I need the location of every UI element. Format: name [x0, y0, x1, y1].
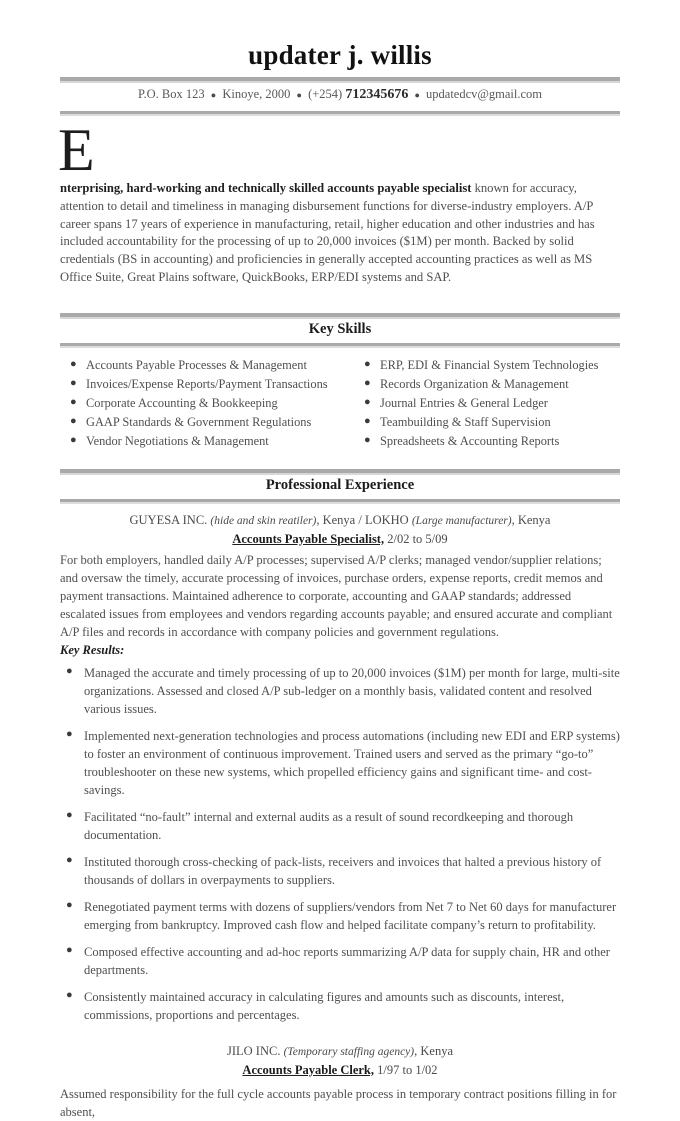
- contact-email[interactable]: updatedcv@gmail.com: [426, 87, 543, 102]
- skill-label: Invoices/Expense Reports/Payment Transactions: [86, 377, 328, 392]
- list-item: [60, 356, 340, 375]
- contact-separator-icon: ●: [414, 89, 420, 100]
- key-skills-section-header: [60, 313, 620, 346]
- bullet-icon: ●: [66, 664, 73, 677]
- job-title-line: [60, 530, 620, 548]
- key-skills-heading: Key Skills: [308, 321, 372, 338]
- key-result-text: Consistently maintained accuracy in calculating figures and amounts such as discounts, interest, commissions, proportions and percentages.: [84, 989, 565, 1022]
- job-title-line: [60, 1061, 620, 1079]
- key-results-label: Key Results:: [60, 642, 125, 657]
- summary-paragraph: [60, 180, 620, 287]
- job-company-location-2: , Kenya: [511, 513, 551, 528]
- key-skills-left-column: [60, 356, 340, 450]
- list-item: [60, 898, 620, 934]
- list-item: [60, 413, 340, 432]
- key-result-text: Renegotiated payment terms with dozens of suppliers/vendors from Net 7 to Net 60 days for manufacturer emerging from bankruptcy. Improved cash flow and helped facilitate company’s return to profitability.: [84, 899, 617, 932]
- list-item: [60, 988, 620, 1024]
- list-item: [60, 432, 340, 451]
- job-title: Accounts Payable Specialist,: [232, 531, 385, 546]
- resume-header: [60, 0, 620, 114]
- list-item: [354, 394, 620, 413]
- job-company-location: , Kenya: [414, 1043, 453, 1058]
- key-result-text: Facilitated “no-fault” internal and external audits as a result of sound recordkeeping and thorough documentation.: [84, 809, 574, 842]
- bullet-icon: ●: [70, 433, 77, 446]
- experience-section-header: [60, 469, 620, 502]
- contact-separator-icon: ●: [210, 89, 217, 100]
- key-results-list: [60, 659, 620, 1024]
- summary-section: [60, 114, 620, 287]
- job-company-name: JILO INC.: [226, 1043, 281, 1058]
- job-company-location: , Kenya /: [316, 513, 365, 528]
- job-dates: 1/97 to 1/02: [374, 1062, 438, 1077]
- bullet-icon: ●: [66, 898, 73, 911]
- key-skills-list: [60, 346, 620, 450]
- list-item: [60, 394, 340, 413]
- skill-label: Journal Entries & General Ledger: [380, 396, 548, 411]
- list-item: [60, 853, 620, 889]
- bullet-icon: ●: [66, 727, 73, 740]
- key-skills-right-column: [340, 356, 620, 450]
- list-item: [60, 375, 340, 394]
- contact-line: [60, 81, 620, 111]
- list-item: [60, 943, 620, 979]
- list-item: [60, 808, 620, 844]
- candidate-name: updater j. willis: [248, 40, 432, 70]
- experience-entry: [60, 502, 620, 1024]
- contact-phone: 712345676: [345, 87, 409, 103]
- bullet-icon: ●: [70, 377, 77, 390]
- list-item: [60, 664, 620, 718]
- bullet-icon: ●: [70, 358, 77, 371]
- skill-label: Accounts Payable Processes & Management: [86, 358, 307, 373]
- key-result-text: Composed effective accounting and ad-hoc reports summarizing A/P data for supply chain, HR and other departments.: [84, 944, 610, 977]
- contact-separator-icon: ●: [296, 89, 302, 100]
- contact-phone-prefix: (+254): [308, 87, 343, 102]
- skill-label: Spreadsheets & Accounting Reports: [380, 433, 560, 448]
- bullet-icon: ●: [364, 396, 371, 409]
- experience-heading: Professional Experience: [265, 476, 415, 493]
- list-item: [354, 356, 620, 375]
- job-dates: 2/02 to 5/09: [384, 531, 448, 546]
- skill-label: Teambuilding & Staff Supervision: [380, 415, 551, 430]
- bullet-icon: ●: [66, 988, 73, 1001]
- experience-entry: [60, 1033, 620, 1121]
- bullet-icon: ●: [66, 943, 73, 956]
- skill-label: Vendor Negotiations & Management: [86, 433, 269, 448]
- bullet-icon: ●: [66, 808, 73, 821]
- job-description: For both employers, handled daily A/P processes; supervised A/P clerks; managed vendor/supplier relations; and oversaw the timely, accurate processing of invoices, purchase orders, expense reports, credit memos and payment transactions. Maintained adherence to corporate, accounting and GAAP standards; addressed escalated issues from employees and vendors regarding accounts payable; and ensured accurate and compliant A/P files and records in accordance with company policies and government regulations.: [60, 552, 613, 639]
- job-company-line: [60, 1033, 620, 1061]
- job-company-note: (hide and skin reatiler): [210, 515, 317, 528]
- key-result-text: Implemented next-generation technologies and process automations (including new EDI and ERP systems) to foster an environment of continuous improvement. Trained users and served as the primary “go-to” troubleshooter on these new systems, which propelled efficiency gains and significant time- and cost-savings.: [84, 728, 620, 797]
- bullet-icon: ●: [364, 433, 371, 446]
- list-item: [354, 375, 620, 394]
- job-company-name-2: LOKHO: [364, 513, 409, 528]
- list-item: [354, 413, 620, 432]
- contact-address: P.O. Box 123: [137, 87, 205, 102]
- skill-label: Corporate Accounting & Bookkeeping: [86, 396, 278, 411]
- bullet-icon: ●: [364, 415, 371, 428]
- summary-dropcap: E: [58, 116, 95, 183]
- job-company-note-2: (Large manufacturer): [411, 515, 512, 528]
- job-title: Accounts Payable Clerk,: [242, 1062, 375, 1077]
- list-item: [60, 727, 620, 799]
- summary-lead: nterprising, hard-working and technically skilled accounts payable specialist: [60, 180, 472, 195]
- skill-label: GAAP Standards & Government Regulations: [86, 415, 312, 430]
- list-item: [354, 432, 620, 451]
- bullet-icon: ●: [364, 377, 371, 390]
- bullet-icon: ●: [70, 415, 77, 428]
- bullet-icon: ●: [66, 853, 73, 866]
- summary-body: known for accuracy, attention to detail and timeliness in managing disbursement functions for diverse-industry employers. A/P career spans 17 years of experience in manufacturing, retail, higher education and other industries and has included accountability for the processing of up to 20,000 invoices ($1M) per month. Backed by solid credentials (BS in accounting) and proficiencies in generally accepted accounting practices as well as MS Office Suite, Great Plains software, QuickBooks, ERP/EDI systems and SAP.: [60, 180, 595, 285]
- contact-city: Kinoye, 2000: [222, 87, 291, 102]
- key-result-text: Managed the accurate and timely processing of up to 20,000 invoices ($1M) per month for large, multi-site organizations. Assessed and closed A/P sub-ledger on a monthly basis, validated content and resolved various issues.: [84, 665, 620, 716]
- key-result-text: Instituted thorough cross-checking of pack-lists, receivers and invoices that halted a previous history of thousands of dollars in overpayments to suppliers.: [84, 854, 602, 887]
- skill-label: Records Organization & Management: [380, 377, 569, 392]
- bullet-icon: ●: [70, 396, 77, 409]
- skill-label: ERP, EDI & Financial System Technologies: [380, 358, 599, 373]
- job-description: Assumed responsibility for the full cycle accounts payable process in temporary contract positions filling in for absent,: [60, 1086, 617, 1119]
- job-company-name: GUYESA INC.: [129, 513, 208, 528]
- bullet-icon: ●: [364, 358, 371, 371]
- job-company-line: [60, 502, 620, 530]
- job-company-note: (Temporary staffing agency): [283, 1045, 415, 1058]
